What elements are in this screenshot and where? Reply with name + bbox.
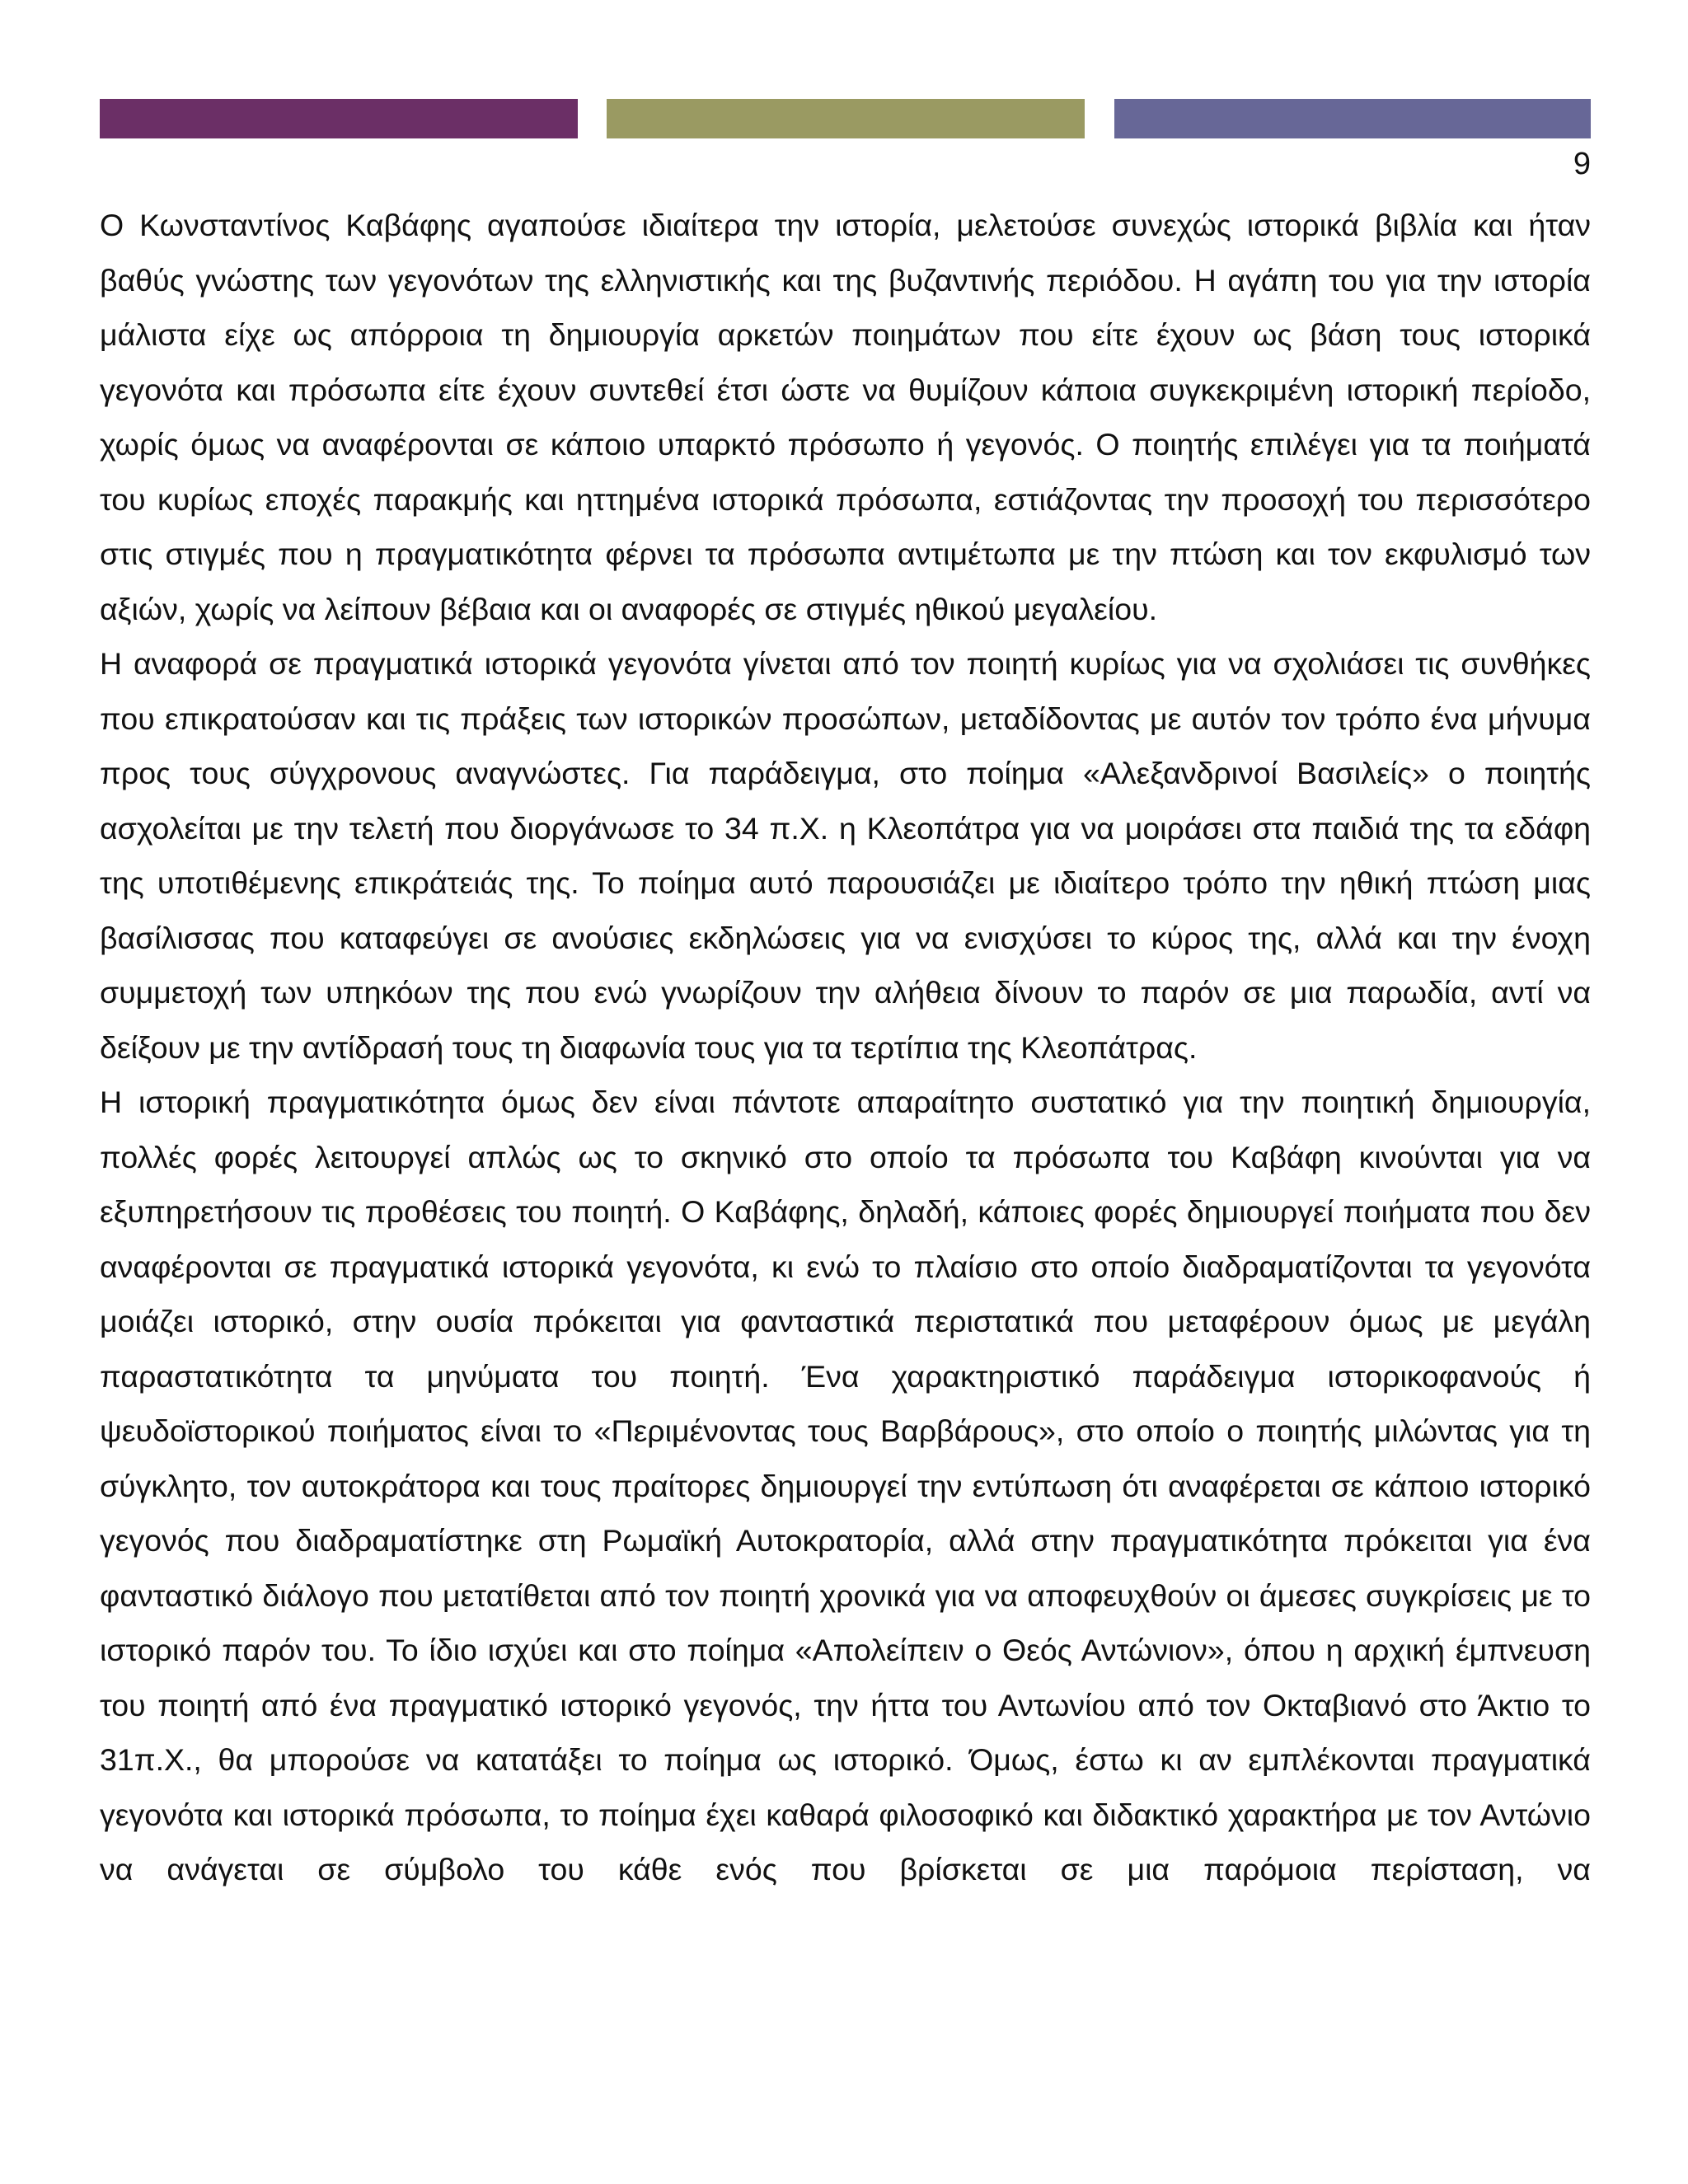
paragraph-2: Η αναφορά σε πραγματικά ιστορικά γεγονότα γίνεται από τον ποιητή κυρίως για να σχολιάσει τις συνθήκες που επικρατούσαν και τις πράξεις των ιστορικών προσώπων, μεταδίδοντας με αυτόν τον τρόπο ένα μήνυμα προς τους σύγχρονους αναγνώστες. Για παράδειγμα, στο ποίημα «Αλεξανδρινοί Βασιλείς» ο ποιητής ασχολείται με την τελετή που διοργάνωσε το 34 π.Χ. η Κλεοπάτρα για να μοιράσει στα παιδιά της τα εδάφη της υποτιθέμενης επικράτειάς της. Το ποίημα αυτό παρουσιάζει με ιδιαίτερο τρόπο την ηθική πτώση μιας βασίλισσας που καταφεύγει σε ανούσιες εκδηλώσεις για να ενισχύσει το κύρος της, αλλά και την ένοχη συμμετοχή των υπηκόων της που ενώ γνωρίζουν την αλήθεια δίνουν το παρόν σε μια παρωδία, αντί να δείξουν με την αντίδρασή τους τη διαφωνία τους για τα τερτίπια της Κλεοπάτρας.	[100, 646, 1591, 1065]
header-bar-blue	[1114, 99, 1591, 138]
header-bar-olive	[607, 99, 1085, 138]
body-text	[100, 198, 1591, 1897]
page-number: 9	[1573, 147, 1591, 181]
header-bar-purple	[100, 99, 578, 138]
paragraph-1: Ο Κωνσταντίνος Καβάφης αγαπούσε ιδιαίτερα την ιστορία, μελετούσε συνεχώς ιστορικά βιβλία και ήταν βαθύς γνώστης των γεγονότων της ελληνιστικής και της βυζαντινής περιόδου. Η αγάπη του για την ιστορία μάλιστα είχε ως απόρροια τη δημιουργία αρκετών ποιημάτων που είτε έχουν ως βάση τους ιστορικά γεγονότα και πρόσωπα είτε έχουν συντεθεί έτσι ώστε να θυμίζουν κάποια συγκεκριμένη ιστορική περίοδο, χωρίς όμως να αναφέρονται σε κάποιο υπαρκτό πρόσωπο ή γεγονός. Ο ποιητής επιλέγει για τα ποιήματά του κυρίως εποχές παρακμής και ηττημένα ιστορικά πρόσωπα, εστιάζοντας την προσοχή του περισσότερο στις στιγμές που η πραγματικότητα φέρνει τα πρόσωπα αντιμέτωπα με την πτώση και τον εκφυλισμό των αξιών, χωρίς να λείπουν βέβαια και οι αναφορές σε στιγμές ηθικού μεγαλείου.	[100, 208, 1591, 626]
paragraph-3: Η ιστορική πραγματικότητα όμως δεν είναι πάντοτε απαραίτητο συστατικό για την ποιητική δημιουργία, πολλές φορές λειτουργεί απλώς ως το σκηνικό στο οποίο τα πρόσωπα του Καβάφη κινούνται για να εξυπηρετήσουν τις προθέσεις του ποιητή. Ο Καβάφης, δηλαδή, κάποιες φορές δημιουργεί ποιήματα που δεν αναφέρονται σε πραγματικά ιστορικά γεγονότα, κι ενώ το πλαίσιο στο οποίο διαδραματίζονται τα γεγονότα μοιάζει ιστορικό, στην ουσία πρόκειται για φανταστικά περιστατικά που μεταφέρουν όμως με μεγάλη παραστατικότητα τα μηνύματα του ποιητή. Ένα χαρακτηριστικό παράδειγμα ιστορικοφανούς ή ψευδοϊστορικού ποιήματος είναι το «Περιμένοντας τους Βαρβάρους», στο οποίο ο ποιητής μιλώντας για τη σύγκλητο, τον αυτοκράτορα και τους πραίτορες δημιουργεί την εντύπωση ότι αναφέρεται σε κάποιο ιστορικό γεγονός που διαδραματίστηκε στη Ρωμαϊκή Αυτοκρατορία, αλλά στην πραγματικότητα πρόκειται για ένα φανταστικό διάλογο που μετατίθεται από τον ποιητή χρονικά για να αποφευχθούν οι άμεσες συγκρίσεις με το ιστορικό παρόν του. Το ίδιο ισχύει και στο ποίημα «Απολείπειν ο Θεός Αντώνιον», όπου η αρχική έμπνευση του ποιητή από ένα πραγματικό ιστορικό γεγονός, την ήττα του Αντωνίου από τον Οκταβιανό στο Άκτιο το 31π.Χ., θα μπορούσε να κατατάξει το ποίημα ως ιστορικό. Όμως, έστω κι αν εμπλέκονται πραγματικά γεγονότα και ιστορικά πρόσωπα, το ποίημα έχει καθαρά φιλοσοφικό και διδακτικό χαρακτήρα με τον Αντώνιο να ανάγεται σε σύμβολο του κάθε ενός που βρίσκεται σε μια παρόμοια περίσταση, να	[100, 1085, 1591, 1886]
